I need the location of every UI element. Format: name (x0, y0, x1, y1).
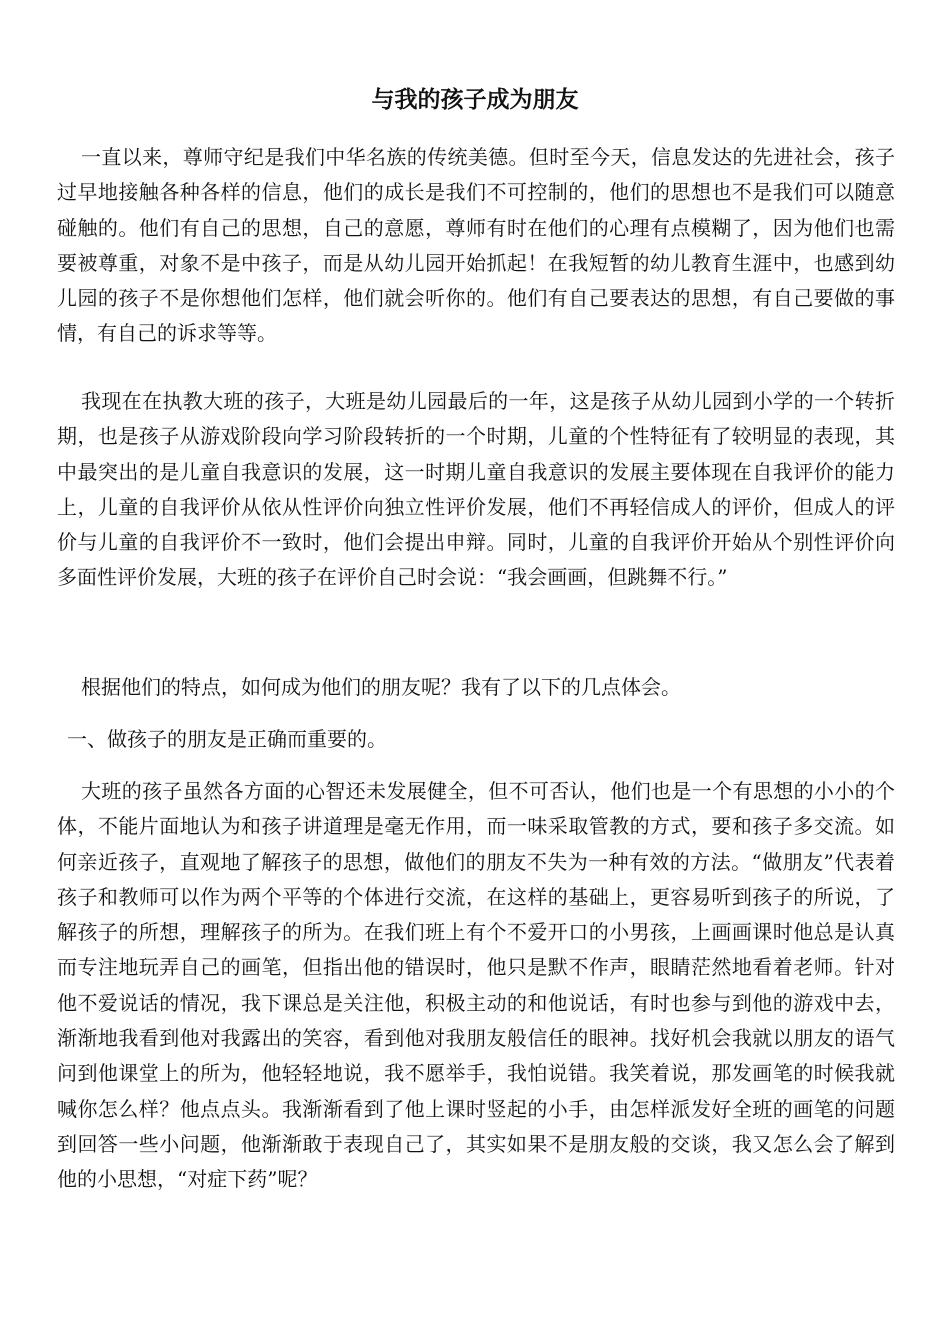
paragraph-intro: 一直以来，尊师守纪是我们中华名族的传统美德。但时至今天，信息发达的先进社会，孩子过早地接触各种各样的信息，他们的成长是我们不可控制的，他们的思想也不是我们可以随意碰触的。他们有自己的思想，自己的意愿，尊师有时在他们的心理有点模糊了，因为他们也需要被尊重，对象不是中孩子，而是从幼儿园开始抓起！在我短暂的幼儿教育生涯中，也感到幼儿园的孩子不是你想他们怎样，他们就会听你的。他们有自己要表达的思想，有自己要做的事情，有自己的诉求等等。 (57, 145, 895, 346)
paragraph-section-1-body: 大班的孩子虽然各方面的心智还未发展健全，但不可否认，他们也是一个有思想的小小的个体，不能片面地认为和孩子讲道理是毫无作用，而一味采取管教的方式，要和孩子多交流。如何亲近孩子，直观地了解孩子的思想，做他们的朋友不失为一种有效的方法。“做朋友”代表着孩子和教师可以作为两个平等的个体进行交流，在这样的基础上，更容易听到孩子的所说，了解孩子的所想，理解孩子的所为。在我们班上有个不爱开口的小男孩，上画画课时他总是认真而专注地玩弄自己的画笔，但指出他的错误时，他只是默不作声，眼睛茫然地看着老师。针对他不爱说话的情况，我下课总是关注他，积极主动的和他说话，有时也参与到他的游戏中去，渐渐地我看到他对我露出的笑容，看到他对我朋友般信任的眼神。找好机会我就以朋友的语气问到他课堂上的所为，他轻轻地说，我不愿举手，我怕说错。我笑着说，那发画笔的时候我就喊你怎么样？他点点头。我渐渐看到了他上课时竖起的小手，由怎样派发好全班的画笔的问题到回答一些小问题，他渐渐敢于表现自己了，其实如果不是朋友般的交谈，我又怎么会了解到他的小思想，“对症下药”呢？ (57, 779, 895, 1192)
paragraph-class-description: 我现在在执教大班的孩子，大班是幼儿园最后的一年，这是孩子从幼儿园到小学的一个转折期，也是孩子从游戏阶段向学习阶段转折的一个时期，儿童的个性特征有了较明显的表现，其中最突出的是儿童自我意识的发展，这一时期儿童自我意识的发展主要体现在自我评价的能力上，儿童的自我评价从依从性评价向独立性评价发展，他们不再轻信成人的评价，但成人的评价与儿童的自我评价不一致时，他们会提出申辩。同时，儿童的自我评价开始从个别性评价向多面性评价发展，大班的孩子在评价自己时会说：“我会画画，但跳舞不行。” (57, 389, 895, 590)
section-heading-1: 一、做孩子的朋友是正确而重要的。 (67, 727, 387, 751)
document-title: 与我的孩子成为朋友 (371, 86, 579, 113)
paragraph-question: 根据他们的特点，如何成为他们的朋友呢？我有了以下的几点体会。 (81, 675, 681, 699)
